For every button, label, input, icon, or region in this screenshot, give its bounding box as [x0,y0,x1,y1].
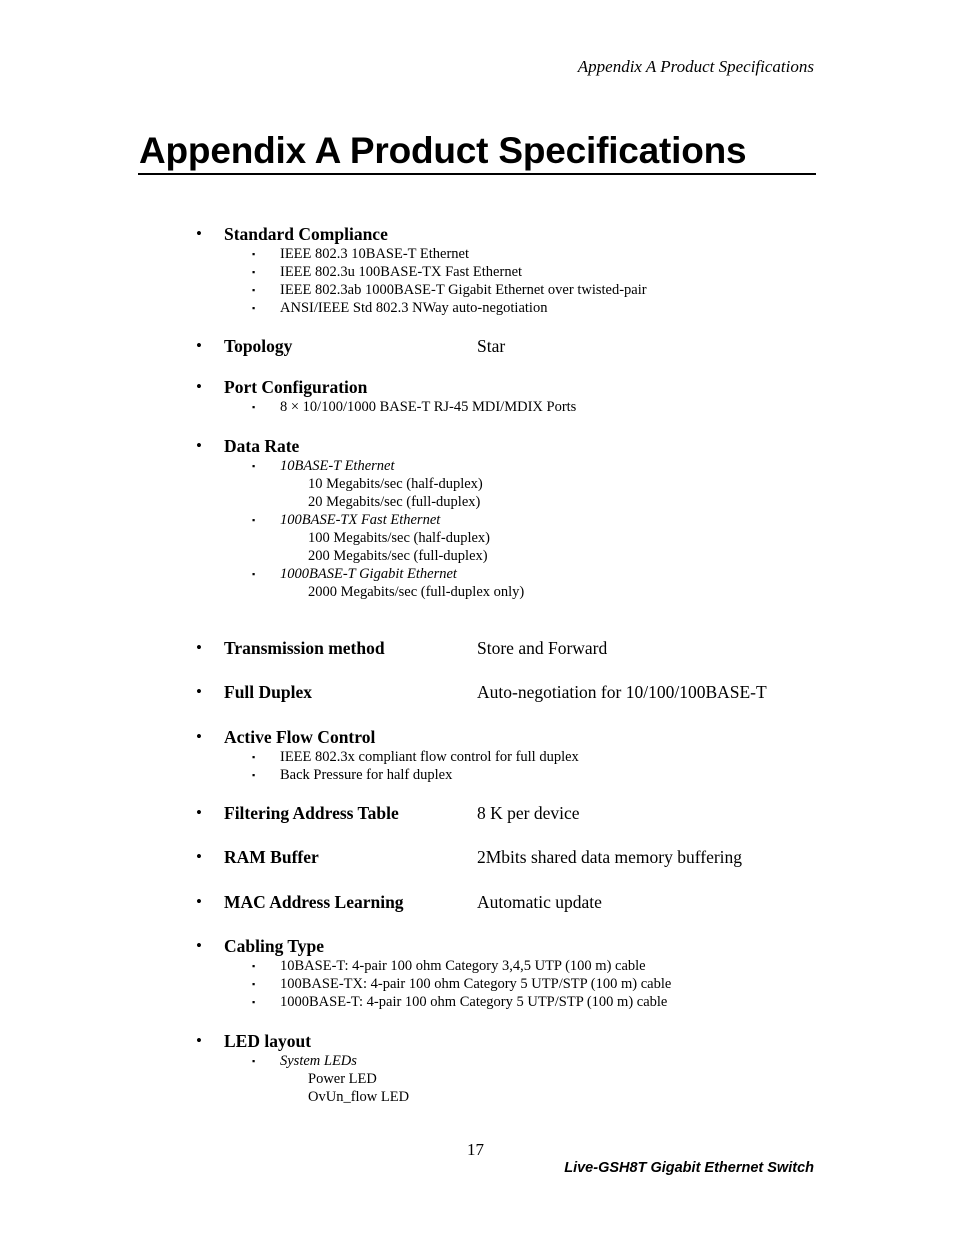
list-item: 100BASE-TX: 4-pair 100 ohm Category 5 UTP/STP (100 m) cable [280,975,672,992]
section-transmission-method [196,637,607,659]
bullet-icon: • [196,1031,202,1050]
section-topology [196,335,505,357]
section-label: LED layout [224,1030,312,1051]
square-bullet-icon: ▪ [252,979,256,989]
bullet-icon: • [196,638,202,657]
detail-line: Power LED [308,1071,377,1087]
list-item: IEEE 802.3 10BASE-T Ethernet [280,245,470,262]
section-label: Topology [224,335,293,356]
bullet-icon: • [196,336,202,355]
group-name: 10BASE-T Ethernet [280,457,395,474]
bullet-icon: • [196,224,202,243]
section-value: Automatic update [477,891,602,912]
section-label: Filtering Address Table [224,802,399,823]
list-item: IEEE 802.3x compliant flow control for full duplex [280,748,579,765]
list-item: Back Pressure for half duplex [280,766,453,783]
section-standard-compliance [196,223,647,317]
square-bullet-icon: ▪ [252,961,256,971]
title-rule [138,173,816,175]
section-cabling-type [196,935,671,1011]
detail-line: 100 Megabits/sec (half-duplex) [308,530,491,546]
section-label: Active Flow Control [224,726,376,747]
list-item: IEEE 802.3ab 1000BASE-T Gigabit Ethernet over twisted-pair [280,281,647,298]
group-name: System LEDs [280,1052,357,1069]
bullet-icon: • [196,936,202,955]
bullet-icon: • [196,377,202,396]
bullet-icon: • [196,892,202,911]
bullet-icon: • [196,847,202,866]
section-value: 8 K per device [477,802,580,823]
square-bullet-icon: ▪ [252,267,256,277]
detail-line: 200 Megabits/sec (full-duplex) [308,548,488,564]
detail-line: 2000 Megabits/sec (full-duplex only) [308,584,525,600]
section-data-rate [196,435,524,601]
section-value: Auto-negotiation for 10/100/100BASE-T [477,681,767,702]
page-number: 17 [467,1140,484,1159]
square-bullet-icon: ▪ [252,461,256,471]
detail-line: 20 Megabits/sec (full-duplex) [308,494,481,510]
section-value: 2Mbits shared data memory buffering [477,846,743,867]
section-label: Cabling Type [224,935,325,956]
square-bullet-icon: ▪ [252,752,256,762]
section-label: Port Configuration [224,376,368,397]
section-full-duplex [196,681,767,703]
group-name: 100BASE-TX Fast Ethernet [280,511,441,528]
section-label: Full Duplex [224,681,313,702]
page-title: Appendix A Product Specifications [139,130,747,171]
section-label: Standard Compliance [224,223,388,244]
bullet-icon: • [196,682,202,701]
square-bullet-icon: ▪ [252,402,256,412]
section-label: Transmission method [224,637,385,658]
bullet-icon: • [196,803,202,822]
section-port-configuration [196,376,576,416]
list-item: 1000BASE-T: 4-pair 100 ohm Category 5 UTP/STP (100 m) cable [280,993,668,1010]
group-name: 1000BASE-T Gigabit Ethernet [280,565,457,582]
square-bullet-icon: ▪ [252,569,256,579]
section-value: Star [477,335,506,356]
detail-line: OvUn_flow LED [308,1089,410,1105]
running-header: Appendix A Product Specifications [577,57,814,76]
section-label: MAC Address Learning [224,891,404,912]
square-bullet-icon: ▪ [252,515,256,525]
list-item: IEEE 802.3u 100BASE-TX Fast Ethernet [280,263,523,280]
section-ram-buffer [196,846,742,868]
list-item: ANSI/IEEE Std 802.3 NWay auto-negotiation [280,299,548,316]
section-led-layout [196,1030,477,1106]
section-label: Data Rate [224,435,300,456]
square-bullet-icon: ▪ [252,770,256,780]
section-filtering-address-table [196,802,580,824]
bullet-icon: • [196,727,202,746]
square-bullet-icon: ▪ [252,249,256,259]
square-bullet-icon: ▪ [252,303,256,313]
list-item: 8 × 10/100/1000 BASE-T RJ-45 MDI/MDIX Ports [280,398,577,415]
list-item: 10BASE-T: 4-pair 100 ohm Category 3,4,5 UTP (100 m) cable [280,957,646,974]
square-bullet-icon: ▪ [252,1056,256,1066]
footer-title: Live-GSH8T Gigabit Ethernet Switch [564,1160,814,1176]
section-value: Store and Forward [477,637,608,658]
section-mac-address-learning [196,891,602,913]
bullet-icon: • [196,436,202,455]
section-label: RAM Buffer [224,846,319,867]
detail-line: 10 Megabits/sec (half-duplex) [308,476,483,492]
square-bullet-icon: ▪ [252,997,256,1007]
section-active-flow-control [196,726,579,784]
square-bullet-icon: ▪ [252,285,256,295]
